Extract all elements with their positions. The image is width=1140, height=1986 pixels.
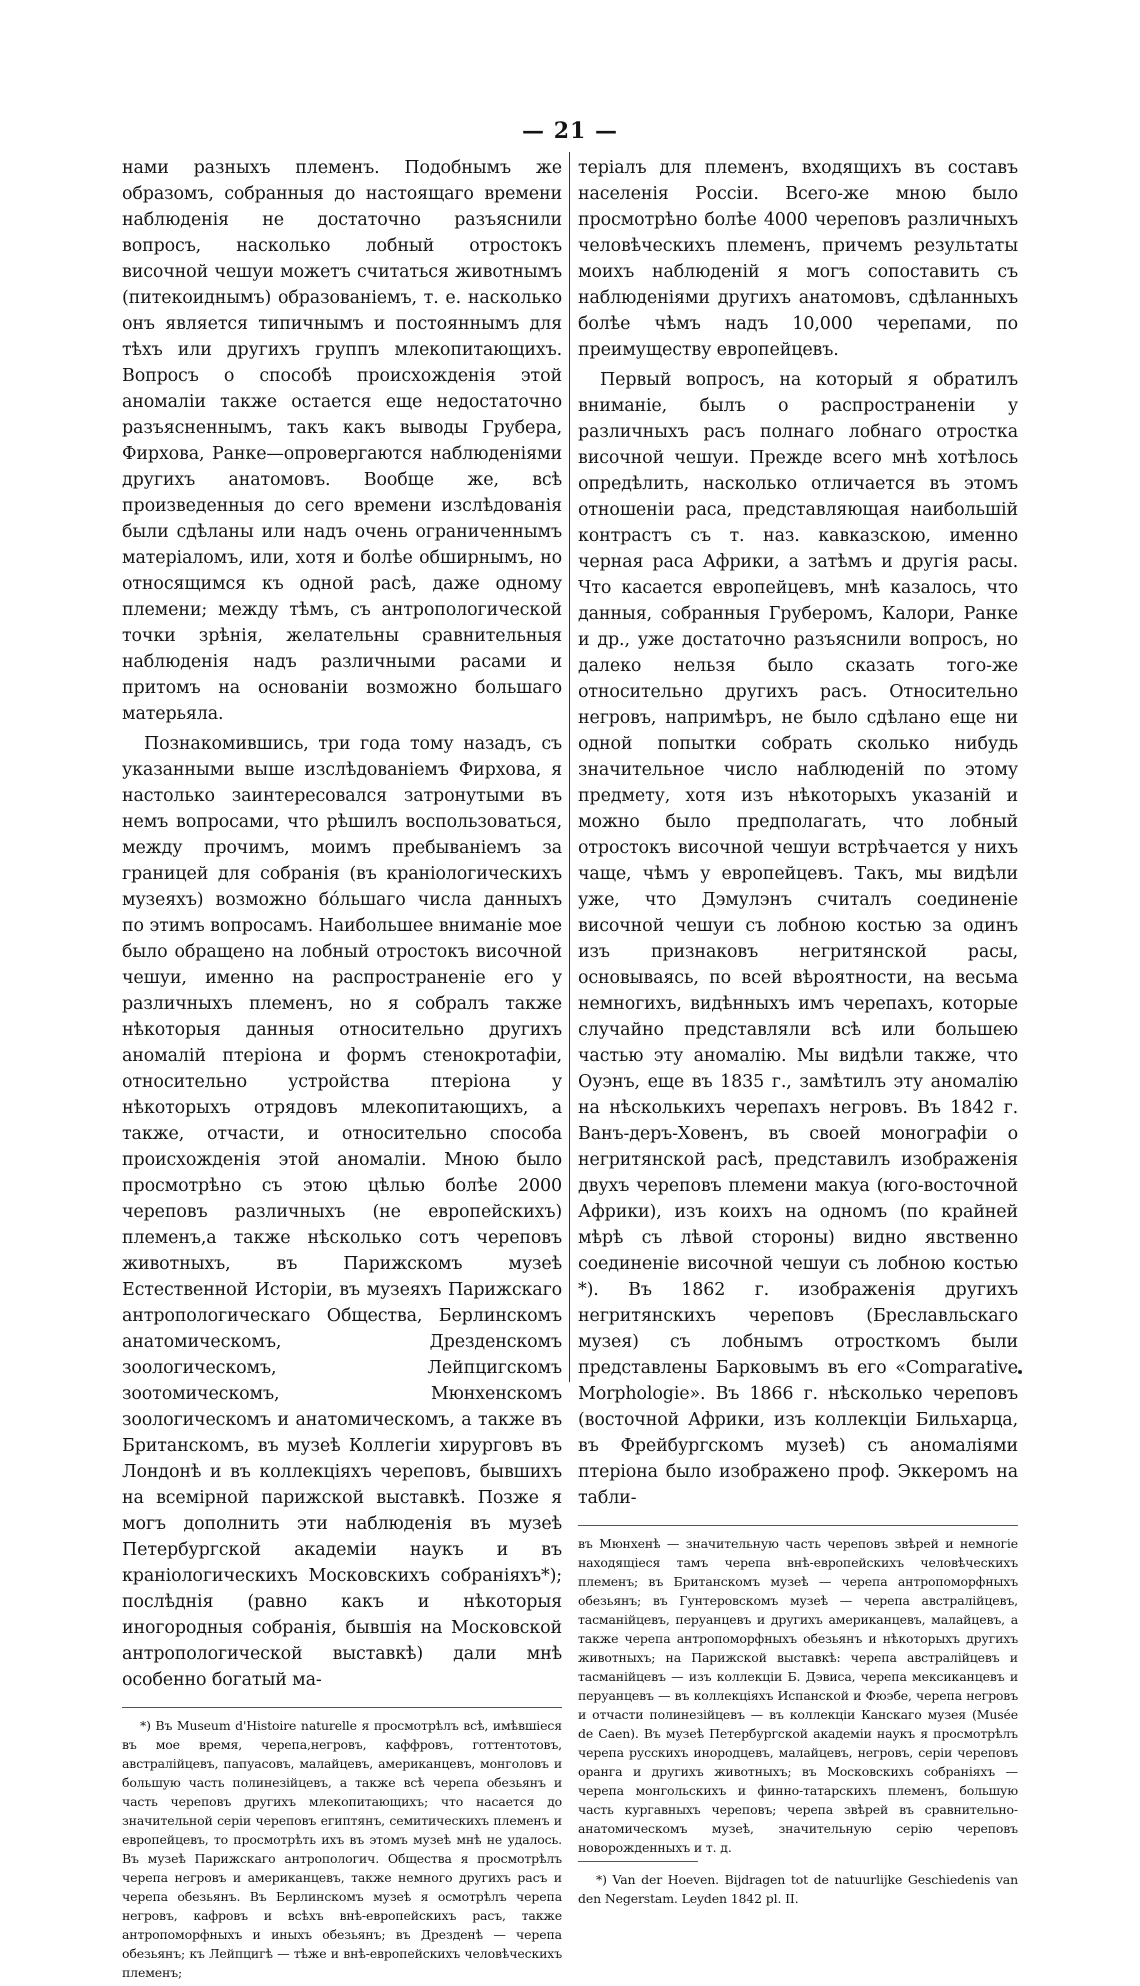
page-number: — 21 — bbox=[522, 118, 618, 144]
left-column bbox=[122, 155, 562, 1986]
column-divider bbox=[569, 152, 570, 1382]
right-column bbox=[578, 155, 1018, 1912]
footnote-separator bbox=[578, 1861, 698, 1862]
footnote: *) Въ Museum d'Histoire naturelle я просмотрѣлъ всѣ, имѣвшіеся въ мое время, черепа,негровъ, каффровъ, готтентотовъ, австралійцевъ, папуасовъ, малайцевъ, американцевъ, монголовъ и большую часть полинезійцевъ, а также всѣ черепа обезьянъ и часть череповъ другихъ млекопитающихъ; что насается до значительной серіи череповъ египтянъ, семитическихъ племенъ и европейцевъ, то просмотрѣть ихъ въ этомъ музеѣ мнѣ не удалось. Въ музеѣ Парижскаго антропологич. Общества я просмотрѣлъ черепа негровъ и американцевъ, также немного другихъ расъ и черепа обезьянъ. Въ Берлинскомъ музеѣ я осмотрѣлъ черепа негровъ, кафровъ и всѣхъ внѣ-европейскихъ расъ, также антропоморфныхъ и иныхъ обезьянъ; въ Дрезденѣ — черепа обезьянъ; къ Лейпцигѣ — тѣже и внѣ-европейскихъ человѣческихъ племенъ; bbox=[122, 1718, 562, 1980]
footnote: *) Van der Hoeven. Bijdragen tot de natuurlijke Geschiedenis van den Negerstam. Leyden 1842 pl. II. bbox=[578, 1872, 1018, 1906]
footnote-block bbox=[122, 1707, 562, 1982]
body-paragraph: Первый вопросъ, на который я обратилъ вниманіе, былъ о распространеніи у различныхъ расъ полнаго лобнаго отростка височной чешуи. Прежде всего мнѣ хотѣлось опредѣлить, насколько отличается въ этомъ отношеніи раса, представляющая наибольшій контрастъ съ т. наз. кавказскою, именно черная раса Африки, а затѣмъ и другія расы. Что касается европейцевъ, мнѣ казалось, что данныя, собранныя Груберомъ, Калори, Ранке и др., уже достаточно разъяснили вопросъ, но далеко нельзя было сказать того-же относительно другихъ расъ. Относительно негровъ, напримѣръ, не было сдѣлано еще ни одной попытки собрать сколько нибудь значительное число наблюденій по этому предмету, хотя изъ нѣкоторыхъ указаній и можно было предполагать, что лобный отростокъ височной чешуи встрѣчается у нихъ чаще, чѣмъ у европейцевъ. Такъ, мы видѣли уже, что Дэмулэнъ считалъ соединеніе височной чешуи съ лобною костью за одинъ изъ признаковъ негритянской расы, основываясь, по всей вѣроятности, на весьма немногихъ, видѣнныхъ имъ черепахъ, которые случайно представляли всѣ или большею частью эту аномалію. Мы видѣли также, что Оуэнъ, еще въ 1835 г., замѣтилъ эту аномалію на нѣсколькихъ черепахъ негровъ. Въ 1842 г. Ванъ-деръ-Ховенъ, въ своей монографіи о негритянской расѣ, представилъ изображенія двухъ череповъ племени макуа (юго-восточной Африки), изъ коихъ на одномъ (по крайней мѣрѣ съ лѣвой стороны) видно явственно соединеніе височной чешуи съ лобною костью *). Въ 1862 г. изображенія другихъ негритянскихъ череповъ (Бреславльскаго музея) съ лобнымъ отросткомъ были представлены Барковымъ въ его «Comparative Morphologie». Въ 1866 г. нѣсколько череповъ (восточной Африки, изъ коллекціи Бильхарца, въ Фрейбургскомъ музеѣ) съ аномаліями птеріона было изображено проф. Эккеромъ на табли- bbox=[578, 370, 1018, 1508]
body-paragraph: Познакомившись, три года тому назадъ, съ указанными выше изслѣдованіемъ Фирхова, я настолько заинтересовался затронутыми въ немъ вопросами, что рѣшилъ воспользоваться, между прочимъ, моимъ пребываніемъ за границей для собранія (въ краніологическихъ музеяхъ) возможно бо́льшаго числа данныхъ по этимъ вопросамъ. Наибольшее вниманіе мое было обращено на лобный отростокъ височной чешуи, именно на распространеніе его у различныхъ племенъ, но я собралъ также нѣкоторыя данныя относительно другихъ аномалій птеріона и формъ стенокротафіи, относительно устройства птеріона у нѣкоторыхъ отрядовъ млекопитающихъ, а также, отчасти, и относительно способа происхожденія этой аномаліи. Мною было просмотрѣно съ этою цѣлью болѣе 2000 череповъ различныхъ (не европейскихъ) племенъ,а также нѣсколько сотъ череповъ животныхъ, въ Парижскомъ музеѣ Естественной Исторіи, въ музеяхъ Парижскаго антропологическаго Общества, Берлинскомъ анатомическомъ, Дрезденскомъ зоологическомъ, Лейпцигскомъ зоотомическомъ, Мюнхенскомъ зоологическомъ и анатомическомъ, а также въ Британскомъ, въ музеѣ Коллегіи хирурговъ въ Лондонѣ и въ коллекціяхъ череповъ, бывшихъ на всемірной парижской выставкѣ. Позже я могъ дополнить эти наблюденія въ музеѣ Петербургской академіи наукъ и въ краніологическихъ Московскихъ собраніяхъ*); послѣднія (равно какъ и нѣкоторыя иногородныя собранія, бывшія на Московской антропологической выставкѣ) дали мнѣ особенно богатый ма- bbox=[122, 734, 562, 1690]
print-speck bbox=[1018, 1370, 1022, 1374]
footnote-block bbox=[578, 1525, 1018, 1908]
body-paragraph: теріалъ для племенъ, входящихъ въ составъ населенія Россіи. Всего-же мною было просмотрѣно болѣе 4000 череповъ различныхъ человѣческихъ племенъ, причемъ результаты моихъ наблюденій я могъ сопоставить съ наблюденіями другихъ анатомовъ, сдѣланныхъ болѣе чѣмъ надъ 10,000 черепами, по преимуществу европейцевъ. bbox=[578, 158, 1018, 360]
body-paragraph: нами разныхъ племенъ. Подобнымъ же образомъ, собранныя до настоящаго времени наблюденія не достаточно разъяснили вопросъ, насколько лобный отростокъ височной чешуи можетъ считаться животнымъ (питекоиднымъ) образованіемъ, т. е. насколько онъ является типичнымъ и постояннымъ для тѣхъ или другихъ группъ млекопитающихъ. Вопросъ о способѣ происхожденія этой аномаліи также остается еще недостаточно разъясненнымъ, такъ какъ выводы Грубера, Фирхова, Ранке—опровергаются наблюденіями другихъ анатомовъ. Вообще же, всѣ произведенныя до сего времени изслѣдованія были сдѣланы или надъ очень ограниченнымъ матеріаломъ, или, хотя и болѣе обширнымъ, но относящимся къ одной расѣ, даже одному племени; между тѣмъ, съ антропологической точки зрѣнія, желательны сравнительныя наблюденія надъ различными расами и притомъ на основаніи возможно большаго матерьяла. bbox=[122, 158, 562, 724]
footnote-continuation: въ Мюнхенѣ — значительную часть череповъ звѣрей и немногіе находящіеся тамъ черепа внѣ-европейскихъ человѣческихъ племенъ; въ Британскомъ музеѣ — черепа антропоморфныхъ обезьянъ; въ Гунтеровскомъ музеѣ — черепа австралійцевъ, тасманійцевъ, перуанцевъ и другихъ американцевъ, малайцевъ, а также черепа антропоморфныхъ обезьянъ и нѣкоторыхъ другихъ животныхъ; на Парижской выставкѣ: черепа австралійцевъ и тасманійцевъ — изъ коллекціи Б. Дэвиса, черепа мексиканцевъ и перуанцевъ — въ коллекціяхъ Испанской и Фюэбе, черепа негровъ и отчасти полинезійцевъ — въ коллекціи Канскаго музея (Musée de Caen). Въ музеѣ Петербургской академіи наукъ я просмотрѣлъ черепа русскихъ инородцевъ, малайцевъ, негровъ, серіи череповъ оранга и другихъ животныхъ; въ Московскихъ собраніяхъ — черепа монгольскихъ и финно-татарскихъ племенъ, большую часть кургавныхъ череповъ; черепа звѣрей въ сравнительно-анатомическомъ музеѣ, значительную серію череповъ новорожденныхъ и т. д. bbox=[578, 1536, 1018, 1855]
